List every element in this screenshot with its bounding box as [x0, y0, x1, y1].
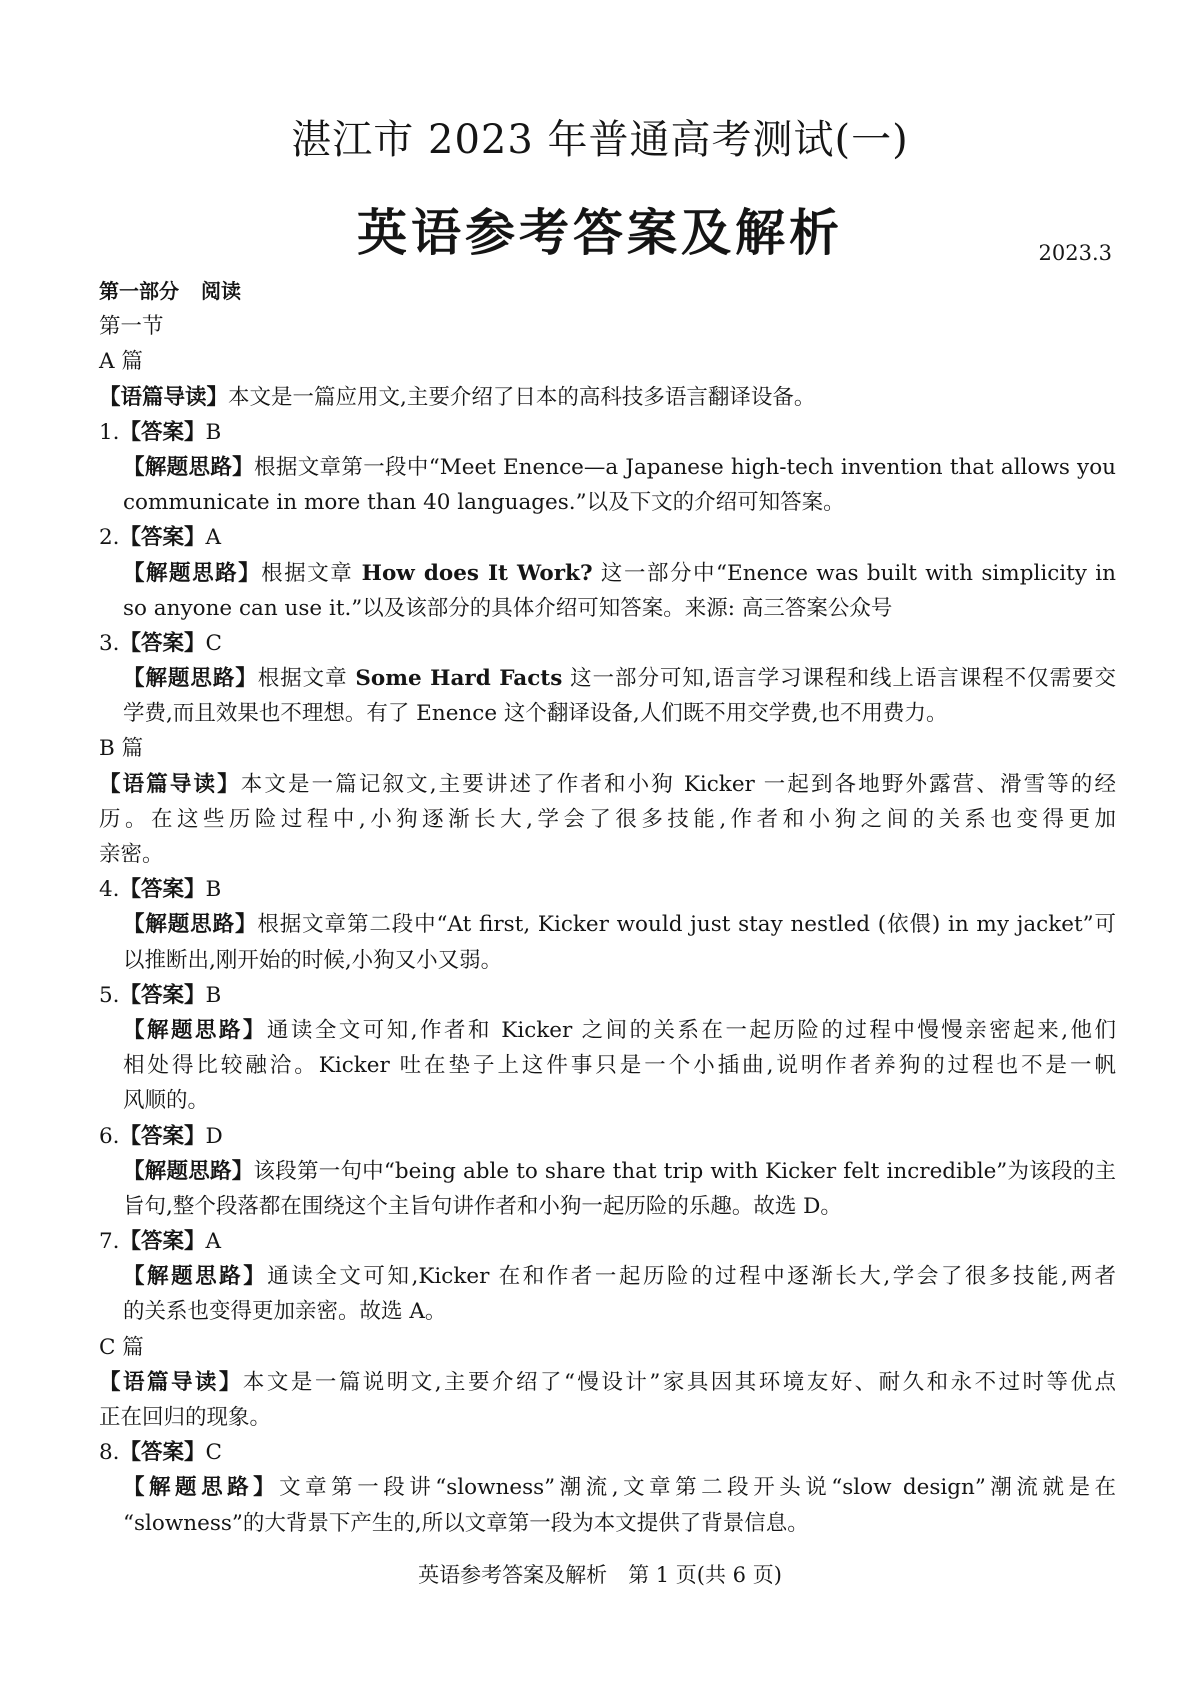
answer-7: 7.【答案】A — [99, 1229, 222, 1255]
answer-content — [99, 274, 1116, 1541]
passage-heading-c: C 篇 — [99, 1334, 144, 1360]
passage-intro-c-line-1: 【语篇导读】本文是一篇说明文,主要介绍了“慢设计”家具因其环境友好、耐久和永不过时等优点 — [99, 1369, 1116, 1395]
explanation-5-line-2: 相处得比较融洽。Kicker 吐在垫子上这件事只是一个小插曲,说明作者养狗的过程也不是一帆 — [123, 1053, 1116, 1079]
explanation-2-line-2: so anyone can use it.”以及该部分的具体介绍可知答案。来源: 高三答案公众号 — [123, 595, 893, 621]
explanation-4-line-2: 以推断出,刚开始的时候,小狗又小又弱。 — [123, 947, 503, 973]
explanation-7-line-1: 【解题思路】通读全文可知,Kicker 在和作者一起历险的过程中逐渐长大,学会了很多技能,两者 — [123, 1264, 1116, 1290]
answer-1: 1.【答案】B — [99, 419, 222, 445]
page-footer: 英语参考答案及解析 第 1 页(共 6 页) — [418, 1563, 782, 1587]
passage-intro-a: 【语篇导读】本文是一篇应用文,主要介绍了日本的高科技多语言翻译设备。 — [99, 384, 816, 410]
passage-intro-b-line-1: 【语篇导读】本文是一篇记叙文,主要讲述了作者和小狗 Kicker 一起到各地野外露营、滑雪等的经 — [99, 771, 1116, 797]
answer-4: 4.【答案】B — [99, 877, 222, 903]
explanation-4-line-1: 【解题思路】根据文章第二段中“At first, Kicker would just stay nestled (依偎) in my jacket”可 — [123, 912, 1116, 938]
passage-intro-b-line-3: 亲密。 — [99, 842, 164, 867]
explanation-2-line-1: 【解题思路】根据文章 How does It Work? 这一部分中“Enence was built with simplicity in — [123, 560, 1116, 586]
explanation-8-line-2: “slowness”的大背景下产生的,所以文章第一段为本文提供了背景信息。 — [123, 1510, 809, 1536]
passage-intro-c-line-2: 正在回归的现象。 — [99, 1405, 272, 1430]
explanation-1-line-2: communicate in more than 40 languages.”以及下文的介绍可知答案。 — [123, 490, 845, 516]
explanation-3-line-2: 学费,而且效果也不理想。有了 Enence 这个翻译设备,人们既不用交学费,也不用费力。 — [123, 701, 948, 727]
passage-intro-b-line-2: 历。在这些历险过程中,小狗逐渐长大,学会了很多技能,作者和小狗之间的关系也变得更加 — [99, 806, 1116, 832]
page-subtitle: 英语参考答案及解析 — [357, 204, 843, 262]
explanation-5-line-1: 【解题思路】通读全文可知,作者和 Kicker 之间的关系在一起历险的过程中慢慢亲密起来,他们 — [123, 1017, 1116, 1043]
explanation-6-line-2: 旨句,整个段落都在围绕这个主旨句讲作者和小狗一起历险的乐趣。故选 D。 — [123, 1193, 842, 1219]
answer-5: 5.【答案】B — [99, 982, 222, 1008]
issue-date: 2023.3 — [1038, 241, 1112, 265]
explanation-3-line-1: 【解题思路】根据文章 Some Hard Facts 这一部分可知,语言学习课程和线上语言课程不仅需要交 — [123, 666, 1116, 692]
explanation-7-line-2: 的关系也变得更加亲密。故选 A。 — [123, 1299, 447, 1325]
answer-6: 6.【答案】D — [99, 1123, 223, 1149]
explanation-5-line-3: 风顺的。 — [123, 1088, 210, 1114]
section-heading: 第一节 — [99, 314, 164, 340]
page-title: 湛江市 2023 年普通高考测试(一) — [291, 117, 909, 163]
answer-2: 2.【答案】A — [99, 525, 222, 551]
part-heading: 第一部分 阅读 — [99, 279, 241, 303]
passage-heading-a: A 篇 — [99, 349, 143, 375]
explanation-8-line-1: 【解题思路】文章第一段讲“slowness”潮流,文章第二段开头说“slow design”潮流就是在 — [123, 1475, 1116, 1501]
answer-3: 3.【答案】C — [99, 630, 222, 656]
explanation-6-line-1: 【解题思路】该段第一句中“being able to share that trip with Kicker felt incredible”为该段的主 — [123, 1158, 1116, 1184]
answer-8: 8.【答案】C — [99, 1440, 222, 1466]
explanation-1-line-1: 【解题思路】根据文章第一段中“Meet Enence—a Japanese high-tech invention that allows you — [123, 454, 1116, 480]
passage-heading-b: B 篇 — [99, 736, 144, 762]
